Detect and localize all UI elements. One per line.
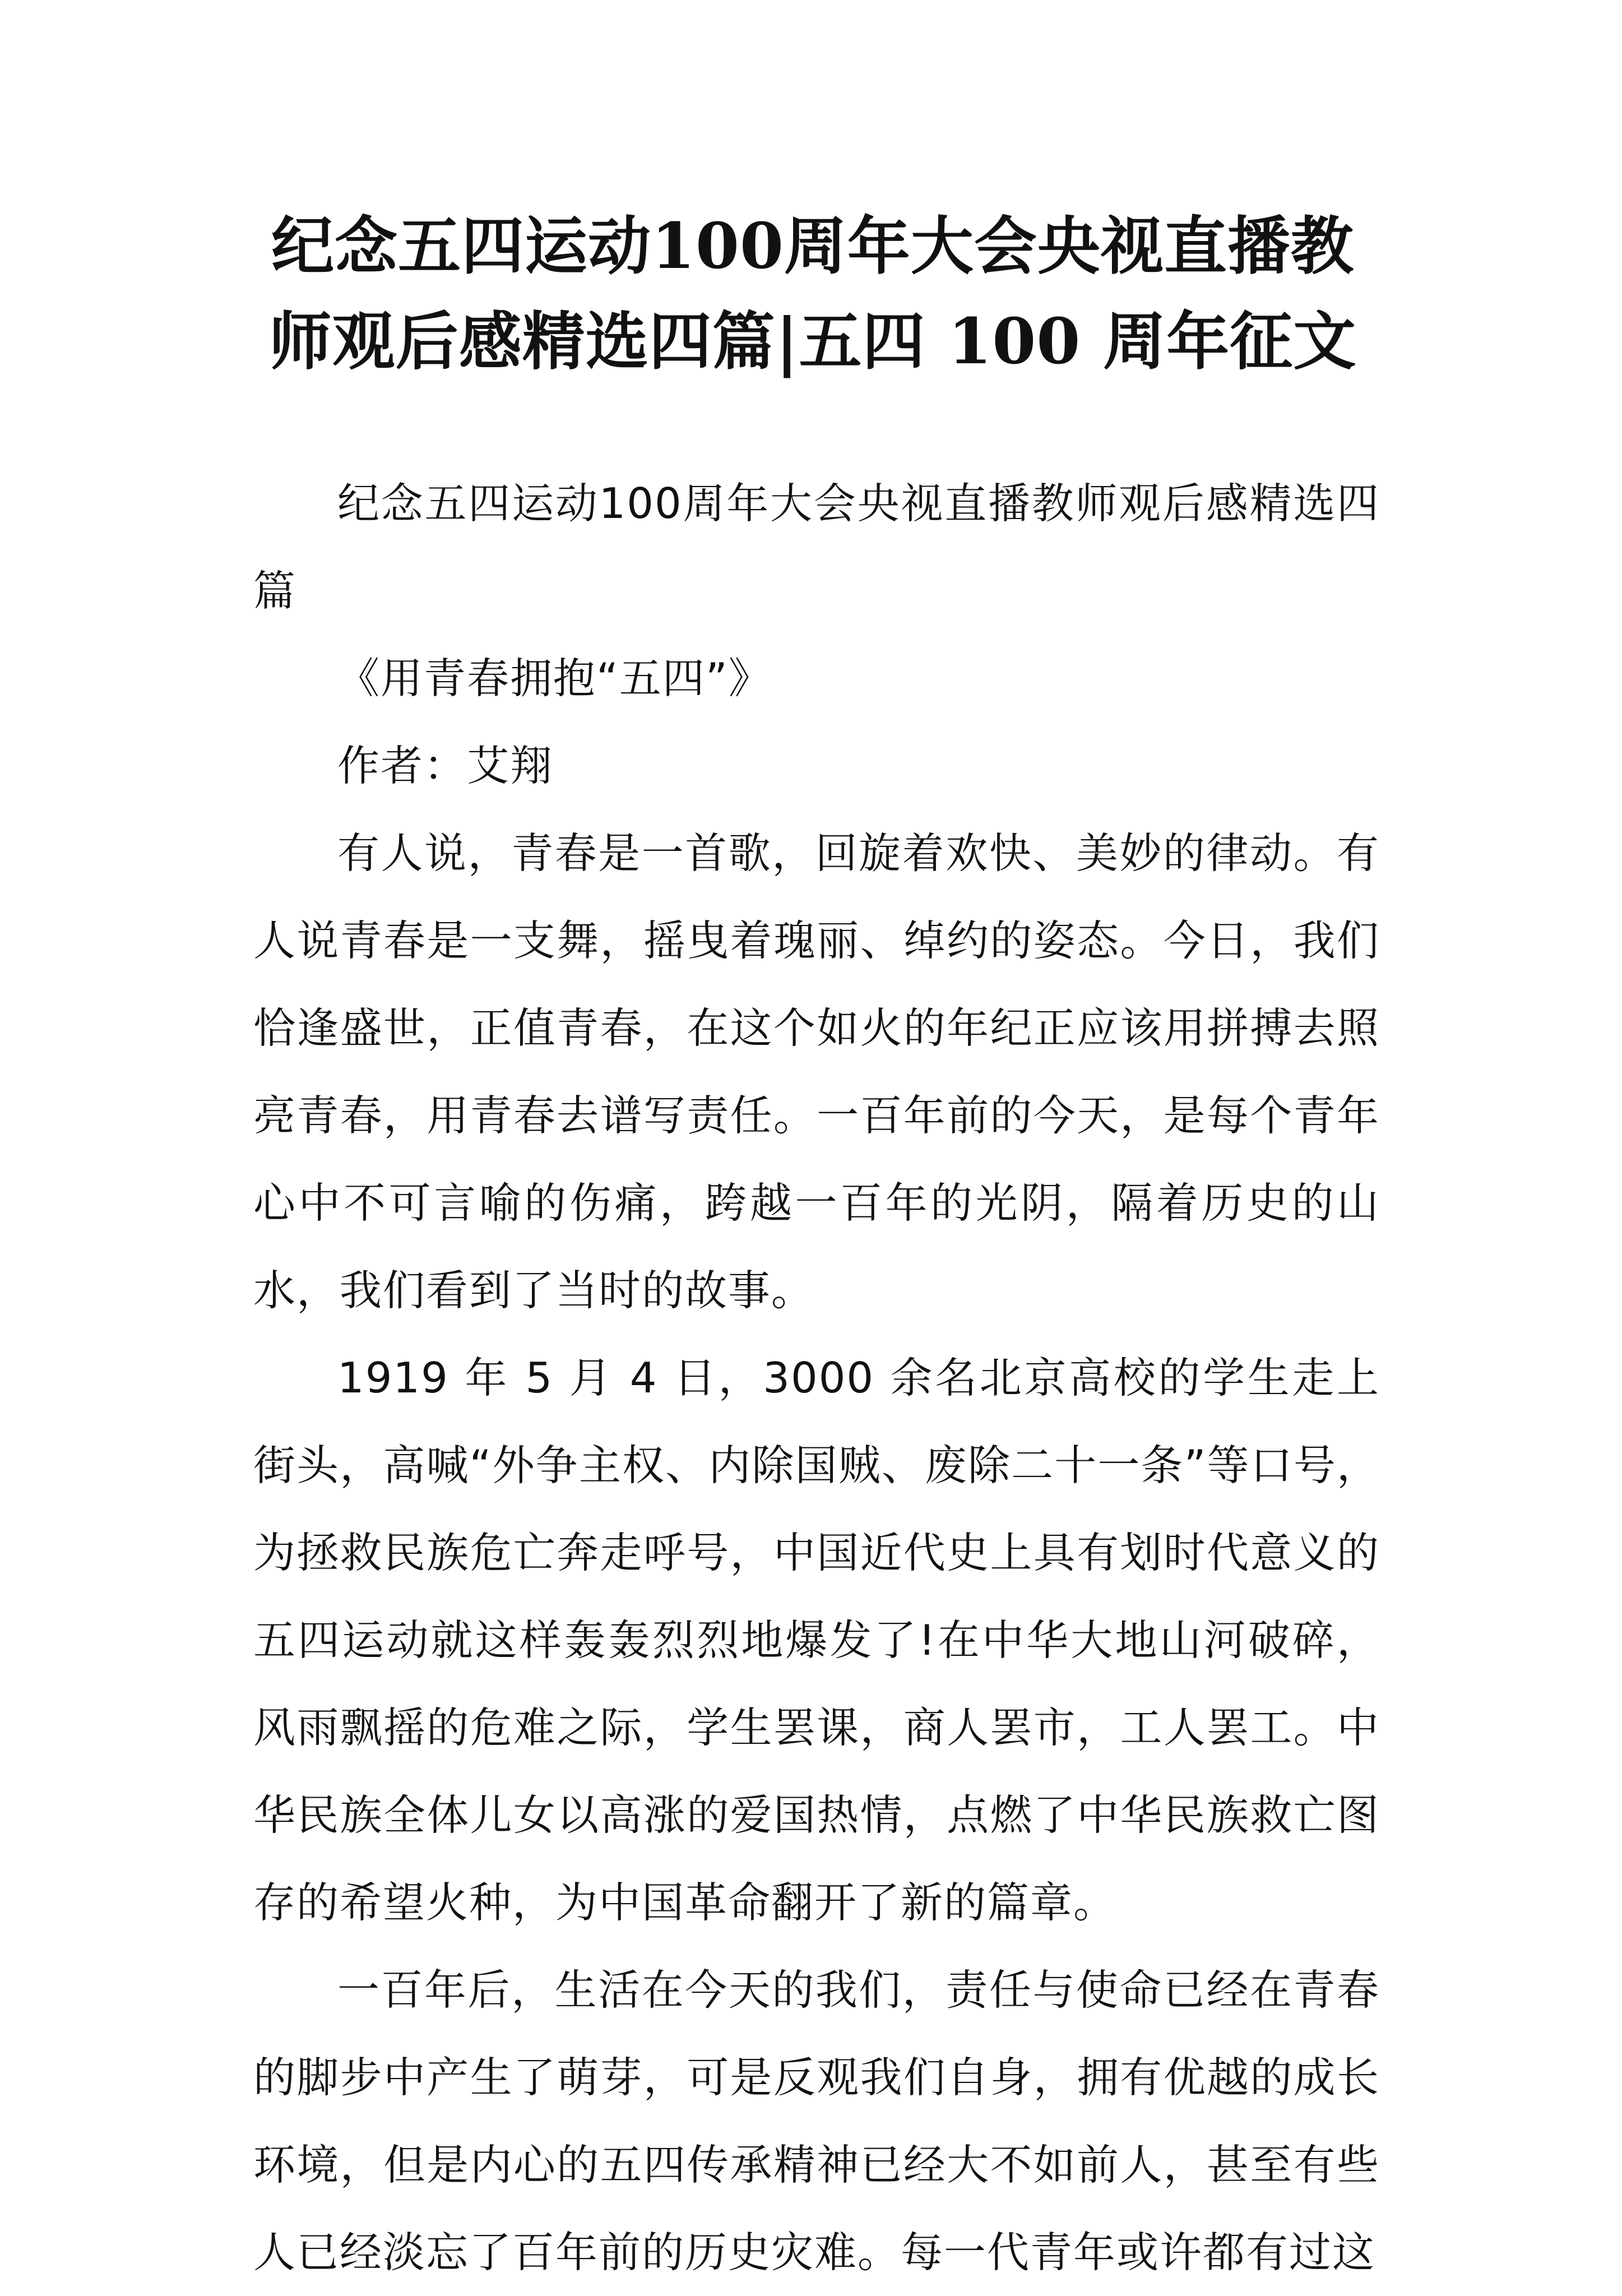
paragraph-body: 有人说，青春是一首歌，回旋着欢快、美妙的律动。有人说青春是一支舞，摇曳着瑰丽、绰约的姿态。今日，我们恰逢盛世，正值青春，在这个如火的年纪正应该用拼搏去照亮青春，用青春去谱写责任。一百年前的今天，是每个青年心中不可言喻的伤痛，跨越一百年的光阴，隔着历史的山水，我们看到了当时的故事。: [253, 828, 1380, 1315]
paragraph-body: 一百年后，生活在今天的我们，责任与使命已经在青春的脚步中产生了萌芽，可是反观我们自身，拥有优越的成长环境，但是内心的五四传承精神已经大不如前人，甚至有些人已经淡忘了百年前的历史灾难。每一代青年或许都有过这: [253, 1965, 1380, 2277]
paragraph-heading: 纪念五四运动100周年大会央视直播教师观后感精选四篇: [253, 479, 1380, 615]
document-body: [253, 460, 1380, 2296]
document-title: 纪念五四运动100周年大会央视直播教师观后感精选四篇|五四 100 周年征文: [268, 210, 1357, 378]
paragraph-body: 1919 年 5 月 4 日，3000 余名北京高校的学生走上街头，高喊“外争主权、内除国贼、废除二十一条”等口号，为拯救民族危亡奔走呼号，中国近代史上具有划时代意义的五四运动就这样轰轰烈烈地爆发了!在中华大地山河破碎，风雨飘摇的危难之际，学生罢课，商人罢市，工人罢工。中华民族全体儿女以高涨的爱国热情，点燃了中华民族救亡图存的希望火种，为中国革命翻开了新的篇章。: [253, 1353, 1380, 1927]
paragraph-essay-title: 《用青春拥抱“五四”》: [337, 654, 772, 703]
paragraph-author: 作者：艾翔: [337, 741, 554, 790]
